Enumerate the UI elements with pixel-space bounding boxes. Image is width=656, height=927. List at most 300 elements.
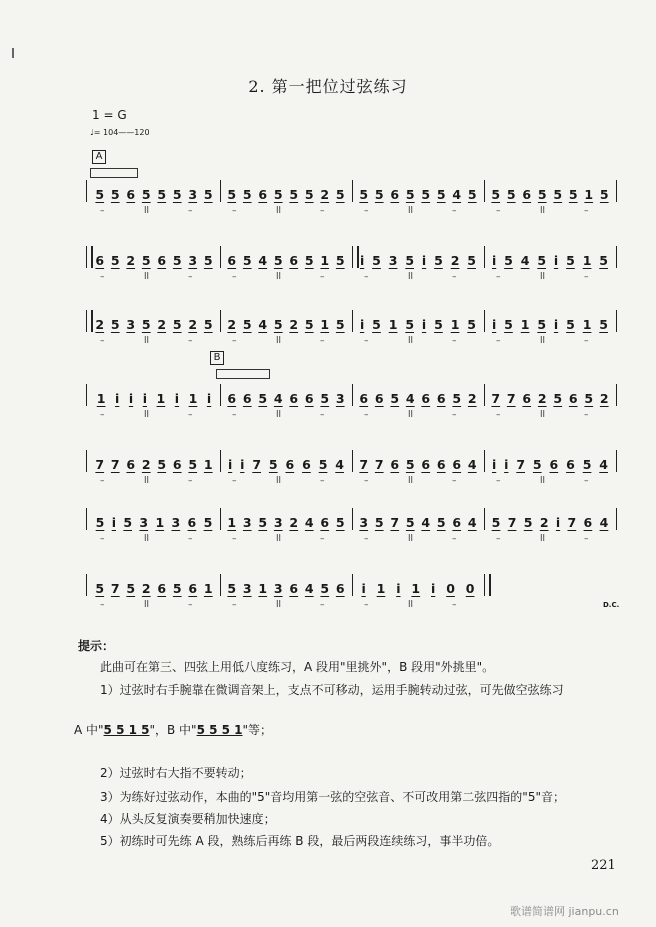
note: i [206, 391, 212, 406]
note: 7 [516, 457, 526, 472]
barline [616, 384, 617, 406]
note: 5 [436, 515, 446, 530]
note: 1 [203, 457, 213, 472]
hint-line: 5）初练时可先练 A 段，熟练后再练 B 段，最后两段连续练习，事半功倍。 [100, 834, 500, 848]
hint-line [74, 723, 272, 737]
fingering-marks [86, 600, 626, 612]
fingering-mark: ll [276, 534, 282, 544]
fingering-mark: – [232, 336, 237, 346]
fingering-mark: ll [276, 476, 282, 486]
note: 4 [421, 515, 431, 530]
fingering-mark: – [584, 206, 589, 216]
measure [224, 384, 348, 406]
note: 5 [110, 317, 120, 332]
fingering-mark: ll [408, 336, 414, 346]
fingering-mark: ll [540, 410, 546, 420]
note: 1 [320, 317, 330, 332]
fingering-mark: – [188, 534, 193, 544]
note: 6 [566, 457, 575, 472]
staff-line [86, 450, 626, 494]
measure [356, 574, 480, 596]
note: i [491, 253, 497, 268]
note: i [555, 515, 561, 530]
note: 5 [405, 317, 415, 332]
note: 7 [374, 457, 384, 472]
note: 6 [188, 581, 198, 596]
barline [220, 508, 221, 530]
fingering-mark: – [496, 272, 501, 282]
note: 5 [537, 317, 547, 332]
note: 6 [436, 457, 446, 472]
note: 3 [242, 515, 252, 530]
note: 5 [506, 187, 516, 202]
barline [352, 574, 353, 596]
note: 7 [491, 391, 501, 406]
note: 4 [304, 515, 314, 530]
note: 5 [203, 515, 213, 530]
note: 5 [372, 253, 381, 268]
note: 6 [359, 391, 369, 406]
barline [484, 508, 485, 530]
hint-notes: 5 5 1 5 [103, 723, 150, 737]
note: 5 [95, 187, 105, 202]
note: 5 [110, 187, 120, 202]
note: 5 [304, 317, 314, 332]
fingering-mark: – [232, 534, 237, 544]
note: 5 [203, 317, 213, 332]
note: 5 [320, 581, 330, 596]
note: 6 [549, 457, 559, 472]
watermark: 歌谱简谱网 jianpu.cn [510, 905, 619, 918]
barline [484, 450, 485, 472]
note: 5 [242, 187, 252, 202]
note: i [359, 253, 365, 268]
fingering-mark: – [188, 206, 193, 216]
fingering-mark: – [188, 410, 193, 420]
fingering-mark: – [584, 534, 589, 544]
note: 5 [304, 253, 314, 268]
note: 6 [374, 391, 384, 406]
note: 6 [390, 187, 400, 202]
fingering-mark: – [188, 476, 193, 486]
fingering-mark: – [364, 336, 369, 346]
barline [616, 180, 617, 202]
note: i [142, 391, 147, 406]
fingering-mark: – [232, 410, 237, 420]
fingering-mark: ll [144, 410, 150, 420]
note: 4 [405, 391, 415, 406]
margin-mark [12, 48, 14, 58]
fingering-mark: – [452, 272, 457, 282]
note: 2 [227, 317, 237, 332]
note: 5 [318, 457, 328, 472]
fingering-mark: – [320, 600, 325, 610]
fingering-mark: ll [276, 336, 282, 346]
note: 6 [452, 457, 462, 472]
note: 5 [436, 187, 446, 202]
fingering-mark: – [100, 600, 105, 610]
fingering-mark: – [364, 534, 369, 544]
fingering-mark: – [100, 534, 105, 544]
note: 5 [141, 253, 151, 268]
note: 5 [467, 253, 476, 268]
barline [220, 450, 221, 472]
note: 2 [95, 317, 105, 332]
note: 2 [289, 515, 299, 530]
barline [484, 180, 485, 202]
note: i [361, 581, 366, 596]
note: 6 [227, 253, 237, 268]
fingering-mark: ll [540, 476, 546, 486]
note: 5 [467, 187, 477, 202]
note: 4 [304, 581, 314, 596]
note: 3 [242, 581, 252, 596]
note: 7 [252, 457, 262, 472]
measure [356, 246, 480, 268]
staff-line [86, 246, 626, 290]
measure [92, 180, 216, 202]
note: 5 [390, 391, 400, 406]
note: 5 [335, 187, 345, 202]
note: 5 [374, 187, 384, 202]
note: 2 [157, 317, 167, 332]
note: 1 [203, 581, 213, 596]
note: 5 [372, 317, 381, 332]
note: 3 [126, 317, 136, 332]
barline [484, 574, 491, 596]
fingering-mark: – [364, 600, 369, 610]
note: 1 [155, 515, 165, 530]
note: 1 [156, 391, 166, 406]
note: 6 [285, 457, 295, 472]
note: 1 [584, 187, 594, 202]
note: 5 [374, 515, 384, 530]
fingering-mark: ll [408, 600, 414, 610]
fingering-mark: ll [540, 534, 546, 544]
fingering-mark: – [364, 272, 369, 282]
barline [86, 450, 87, 472]
note: 6 [172, 457, 182, 472]
note: 1 [188, 391, 198, 406]
note: 5 [126, 581, 136, 596]
hint-text: A 中" [74, 723, 104, 737]
fingering-mark: ll [408, 476, 414, 486]
da-capo-mark: D.C. [603, 601, 620, 609]
barline [220, 310, 221, 332]
fingering-mark: – [496, 206, 501, 216]
note: i [491, 317, 497, 332]
fingering-mark: – [188, 272, 193, 282]
note: 6 [187, 515, 197, 530]
note: 1 [520, 317, 530, 332]
note: i [553, 317, 559, 332]
note: 3 [388, 253, 398, 268]
note: 2 [537, 391, 547, 406]
fingering-mark: – [100, 272, 105, 282]
fingering-mark: ll [144, 534, 150, 544]
note: 7 [506, 391, 516, 406]
note: i [174, 391, 180, 406]
measure [92, 574, 216, 596]
note: 3 [188, 253, 198, 268]
note: 6 [304, 391, 314, 406]
fingering-mark: – [320, 336, 325, 346]
measure [92, 384, 216, 406]
fingering-mark: – [452, 600, 457, 610]
section-b-marker: B [210, 351, 224, 365]
bowing-bracket [216, 369, 270, 379]
note: i [491, 457, 497, 472]
note: 4 [335, 457, 344, 472]
fingering-mark: – [320, 206, 325, 216]
measure [488, 450, 612, 472]
note: 7 [95, 457, 105, 472]
note: 5 [335, 253, 345, 268]
fingering-mark: ll [540, 206, 546, 216]
measure [224, 450, 348, 472]
note: 6 [157, 253, 167, 268]
fingering-marks [86, 410, 626, 422]
note: 2 [320, 187, 330, 202]
note: 5 [599, 187, 609, 202]
note: 5 [553, 187, 563, 202]
note: 5 [258, 515, 268, 530]
barline [616, 246, 617, 268]
note: 5 [452, 391, 462, 406]
note: 2 [126, 253, 136, 268]
note: 5 [434, 253, 443, 268]
note: 5 [566, 317, 575, 332]
fingering-mark: – [496, 476, 501, 486]
measure [356, 180, 480, 202]
note: 3 [359, 515, 369, 530]
fingering-mark: ll [540, 272, 546, 282]
note: 4 [520, 253, 530, 268]
note: 5 [537, 187, 547, 202]
fingering-mark: – [320, 534, 325, 544]
note: 5 [491, 515, 501, 530]
fingering-mark: ll [144, 272, 150, 282]
fingering-mark: – [232, 600, 237, 610]
note: 4 [258, 253, 268, 268]
fingering-mark: ll [408, 410, 414, 420]
measure [92, 310, 216, 332]
note: 0 [465, 581, 475, 596]
note: 3 [273, 581, 283, 596]
note: 1 [411, 581, 421, 596]
note: 5 [123, 515, 133, 530]
measure [488, 246, 612, 268]
note: 1 [582, 317, 592, 332]
note: i [553, 253, 559, 268]
note: i [227, 457, 233, 472]
barline [616, 310, 617, 332]
fingering-mark: ll [408, 534, 414, 544]
note: 5 [491, 187, 501, 202]
note: 5 [203, 253, 213, 268]
measure [92, 246, 216, 268]
barline [352, 384, 353, 406]
note: 5 [566, 253, 575, 268]
note: 2 [599, 391, 609, 406]
note: 3 [188, 187, 198, 202]
measure [224, 180, 348, 202]
fingering-mark: – [584, 410, 589, 420]
barline [616, 508, 617, 530]
note: 5 [568, 187, 578, 202]
note: 3 [139, 515, 149, 530]
note: 5 [242, 253, 252, 268]
note: 5 [523, 515, 533, 530]
staff-line [86, 384, 626, 428]
note: i [421, 317, 427, 332]
note: 5 [110, 253, 120, 268]
fingering-marks [86, 336, 626, 348]
note: 5 [467, 317, 476, 332]
note: 2 [141, 457, 151, 472]
fingering-mark: – [100, 476, 105, 486]
note: i [240, 457, 245, 472]
note: 1 [450, 317, 460, 332]
note: 7 [507, 515, 517, 530]
note: i [115, 391, 120, 406]
note: 5 [405, 457, 415, 472]
barline [220, 246, 221, 268]
note: 5 [504, 317, 513, 332]
fingering-mark: – [452, 476, 457, 486]
measure [488, 508, 612, 530]
barline [352, 310, 353, 332]
key-signature: 1 = G [92, 108, 127, 122]
note: 6 [126, 187, 136, 202]
barline [484, 310, 485, 332]
fingering-mark: ll [276, 206, 282, 216]
note: 5 [157, 457, 167, 472]
note: 6 [452, 515, 462, 530]
fingering-mark: – [496, 534, 501, 544]
page-number: 221 [591, 858, 616, 873]
fingering-mark: – [452, 206, 457, 216]
fingering-mark: – [232, 206, 237, 216]
note: 7 [110, 457, 120, 472]
note: 5 [537, 253, 547, 268]
note: 6 [421, 457, 431, 472]
note: 2 [289, 317, 299, 332]
note: 5 [141, 187, 151, 202]
note: 5 [320, 391, 330, 406]
fingering-mark: – [364, 410, 369, 420]
note: 5 [157, 187, 167, 202]
barline [484, 246, 485, 268]
note: 5 [553, 391, 563, 406]
measure [92, 508, 216, 530]
note: 7 [390, 515, 400, 530]
staff-line [86, 310, 626, 354]
fingering-mark: ll [144, 206, 150, 216]
fingering-mark: ll [408, 206, 414, 216]
fingering-mark: ll [540, 336, 546, 346]
fingering-mark: – [452, 336, 457, 346]
measure [224, 508, 348, 530]
note: 6 [302, 457, 311, 472]
note: 4 [599, 457, 608, 472]
note: i [111, 515, 117, 530]
note: 4 [452, 187, 462, 202]
note: i [128, 391, 134, 406]
fingering-mark: – [364, 206, 369, 216]
fingering-mark: ll [144, 336, 150, 346]
note: 5 [273, 187, 283, 202]
note: 5 [359, 187, 369, 202]
fingering-mark: – [320, 272, 325, 282]
hint-line: 4）从头反复演奏要稍加快速度； [100, 812, 276, 826]
note: 1 [258, 581, 268, 596]
note: 5 [172, 253, 182, 268]
note: 5 [304, 187, 314, 202]
fingering-mark: – [320, 476, 325, 486]
measure [356, 508, 480, 530]
note: 1 [96, 391, 106, 406]
fingering-mark: ll [276, 410, 282, 420]
note: i [396, 581, 401, 596]
barline [352, 450, 353, 472]
note: 5 [335, 317, 345, 332]
note: 5 [532, 457, 542, 472]
hint-text: "等； [242, 723, 273, 737]
barline [86, 384, 87, 406]
fingering-mark: – [188, 600, 193, 610]
barline [220, 384, 221, 406]
fingering-marks [86, 534, 626, 546]
note: 5 [95, 515, 105, 530]
note: 4 [599, 515, 609, 530]
fingering-mark: – [584, 336, 589, 346]
measure [356, 310, 480, 332]
fingering-mark: ll [144, 476, 150, 486]
note: 5 [258, 391, 268, 406]
staff-line [86, 180, 626, 224]
note: 6 [95, 253, 105, 268]
note: 5 [172, 317, 182, 332]
fingering-mark: – [364, 476, 369, 486]
note: 6 [522, 187, 532, 202]
note: 5 [273, 253, 283, 268]
fingering-mark: – [188, 336, 193, 346]
note: 2 [141, 581, 151, 596]
barline [352, 508, 353, 530]
measure [92, 450, 216, 472]
barline [86, 508, 87, 530]
measure [224, 246, 348, 268]
note: 5 [599, 317, 608, 332]
note: 6 [421, 391, 431, 406]
note: 5 [335, 515, 345, 530]
fingering-mark: – [584, 272, 589, 282]
hint-line: 2）过弦时右大指不要转动； [100, 766, 252, 780]
note: 4 [467, 457, 477, 472]
note: 4 [273, 391, 283, 406]
note: 5 [504, 253, 513, 268]
fingering-mark: – [452, 534, 457, 544]
fingering-mark: ll [276, 600, 282, 610]
note: 5 [599, 253, 608, 268]
fingering-mark: – [452, 410, 457, 420]
barline [616, 450, 617, 472]
note: 1 [227, 515, 237, 530]
note: 4 [467, 515, 477, 530]
note: 1 [388, 317, 398, 332]
note: 3 [335, 391, 345, 406]
